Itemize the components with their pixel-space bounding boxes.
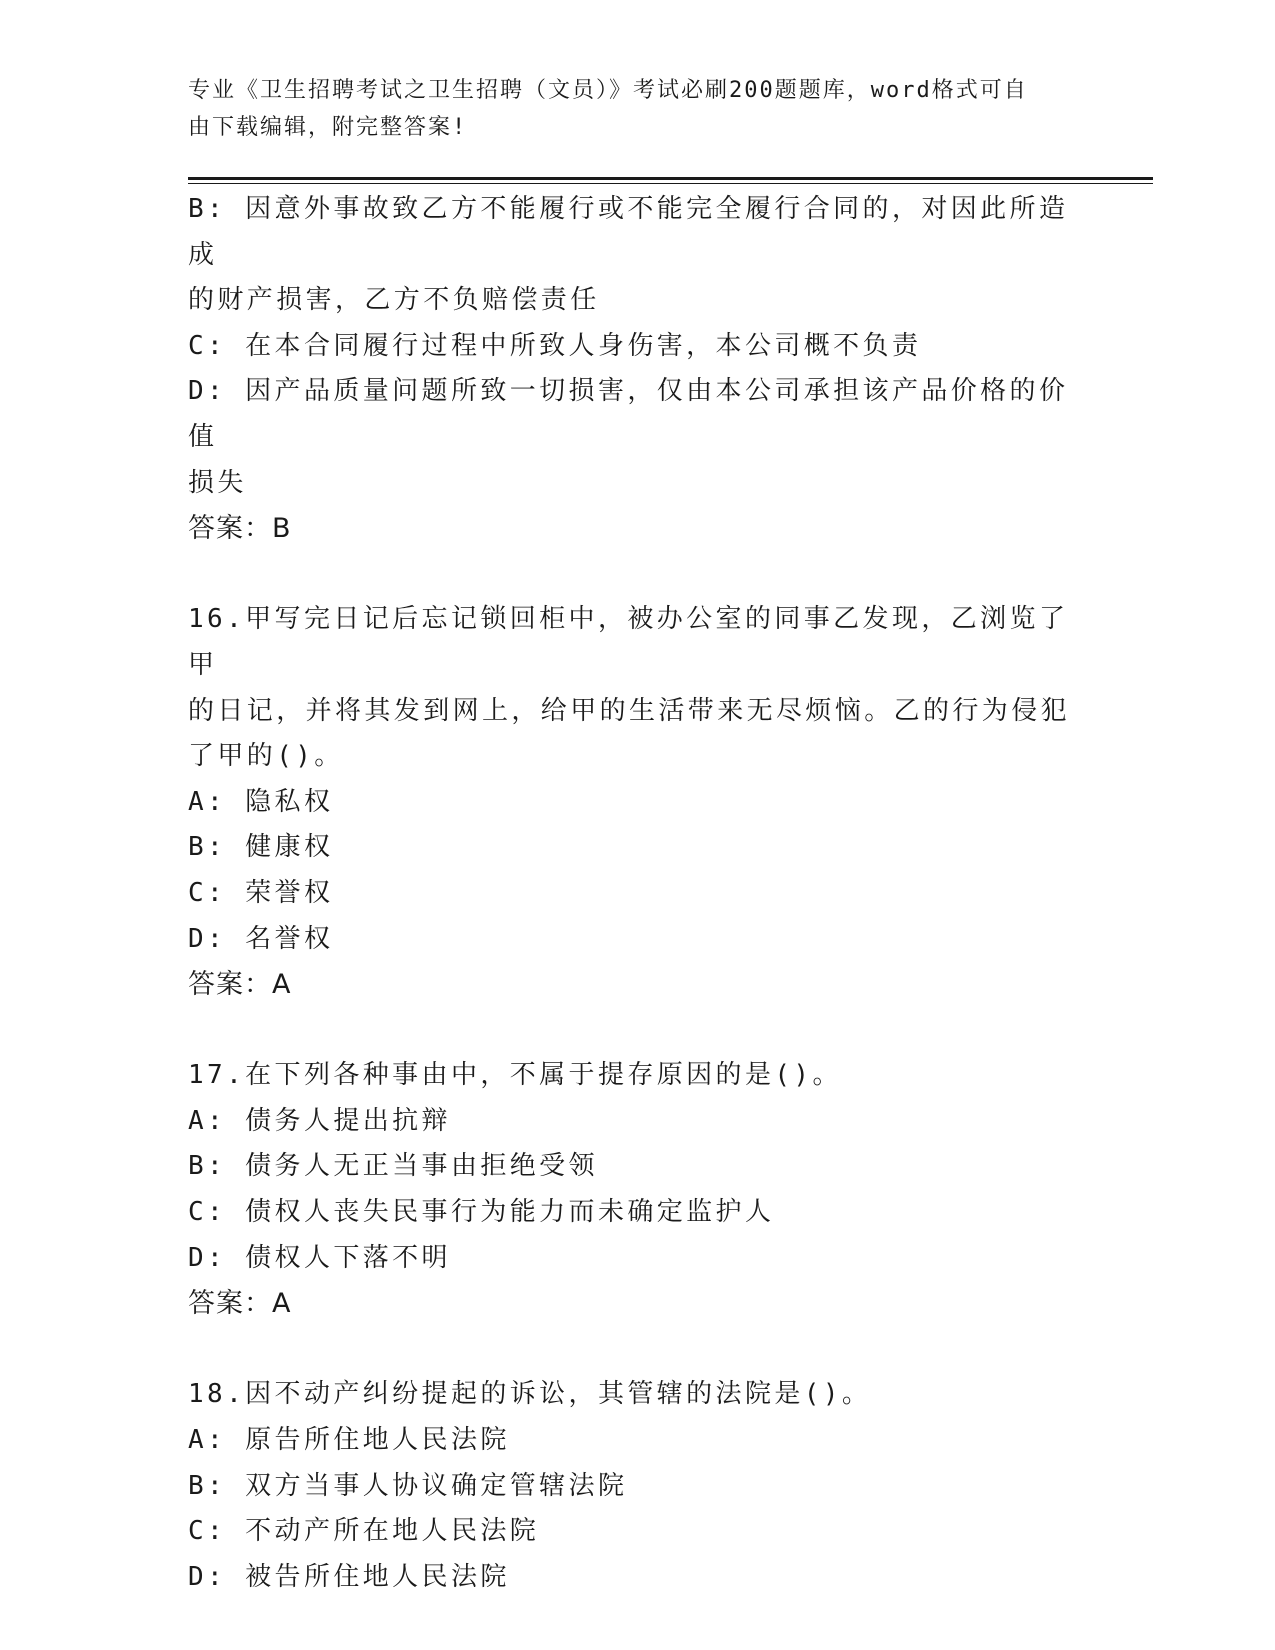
option-b-line-2: 的财产损害，乙方不负赔偿责任: [188, 285, 600, 316]
header-rule-thick: [188, 177, 1153, 180]
option-d-line-2: 损失: [188, 467, 247, 498]
option-a: A: 隐私权: [188, 786, 334, 817]
option-a: A: 债务人提出抗辩: [188, 1105, 451, 1136]
question-16: [188, 597, 1088, 1007]
header-title-line-1: 专业《卫生招聘考试之卫生招聘（文员）》考试必刷200题题库，word格式可自: [188, 78, 1028, 103]
option-b: B: 债务人无正当事由拒绝受领: [188, 1151, 598, 1182]
option-c: C: 债权人丧失民事行为能力而未确定监护人: [188, 1197, 775, 1228]
option-c: C: 荣誉权: [188, 877, 334, 908]
option-d: D: 债权人下落不明: [188, 1242, 451, 1273]
question-stem: 了甲的()。: [188, 741, 344, 772]
option-d-line-1: D: 因产品质量问题所致一切损害，仅由本公司承担该产品价格的价值: [188, 376, 1069, 452]
option-c: C: 不动产所在地人民法院: [188, 1516, 540, 1547]
question-18: [188, 1372, 1088, 1600]
question-stem: 17.在下列各种事由中，不属于提存原因的是()。: [188, 1060, 842, 1091]
document-body: [188, 187, 1088, 1600]
question-17: [188, 1053, 1088, 1327]
question-stem: 16.甲写完日记后忘记锁回柜中，被办公室的同事乙发现，乙浏览了甲: [188, 604, 1069, 680]
question-stem: 18.因不动产纠纷提起的诉讼，其管辖的法院是()。: [188, 1379, 872, 1410]
spacer: [188, 1008, 1088, 1054]
answer-label: 答案：B: [188, 513, 292, 545]
question-stem: 的日记，并将其发到网上，给甲的生活带来无尽烦恼。乙的行为侵犯: [188, 695, 1071, 726]
option-d: D: 被告所住地人民法院: [188, 1561, 510, 1592]
answer-label: 答案：A: [188, 969, 292, 1001]
option-a: A: 原告所住地人民法院: [188, 1425, 510, 1456]
spacer: [188, 552, 1088, 598]
answer-label: 答案：A: [188, 1288, 292, 1320]
document-header: [188, 72, 1068, 146]
option-c: C: 在本合同履行过程中所致人身伤害，本公司概不负责: [188, 330, 922, 361]
continued-question: [188, 187, 1088, 552]
spacer: [188, 1327, 1088, 1373]
option-b: B: 双方当事人协议确定管辖法院: [188, 1470, 628, 1501]
option-d: D: 名誉权: [188, 923, 334, 954]
option-b: B: 健康权: [188, 832, 334, 863]
option-b-line-1: B: 因意外事故致乙方不能履行或不能完全履行合同的，对因此所造成: [188, 194, 1069, 270]
header-rule-thin: [188, 183, 1153, 184]
header-title-line-2: 由下载编辑，附完整答案!: [188, 115, 468, 140]
